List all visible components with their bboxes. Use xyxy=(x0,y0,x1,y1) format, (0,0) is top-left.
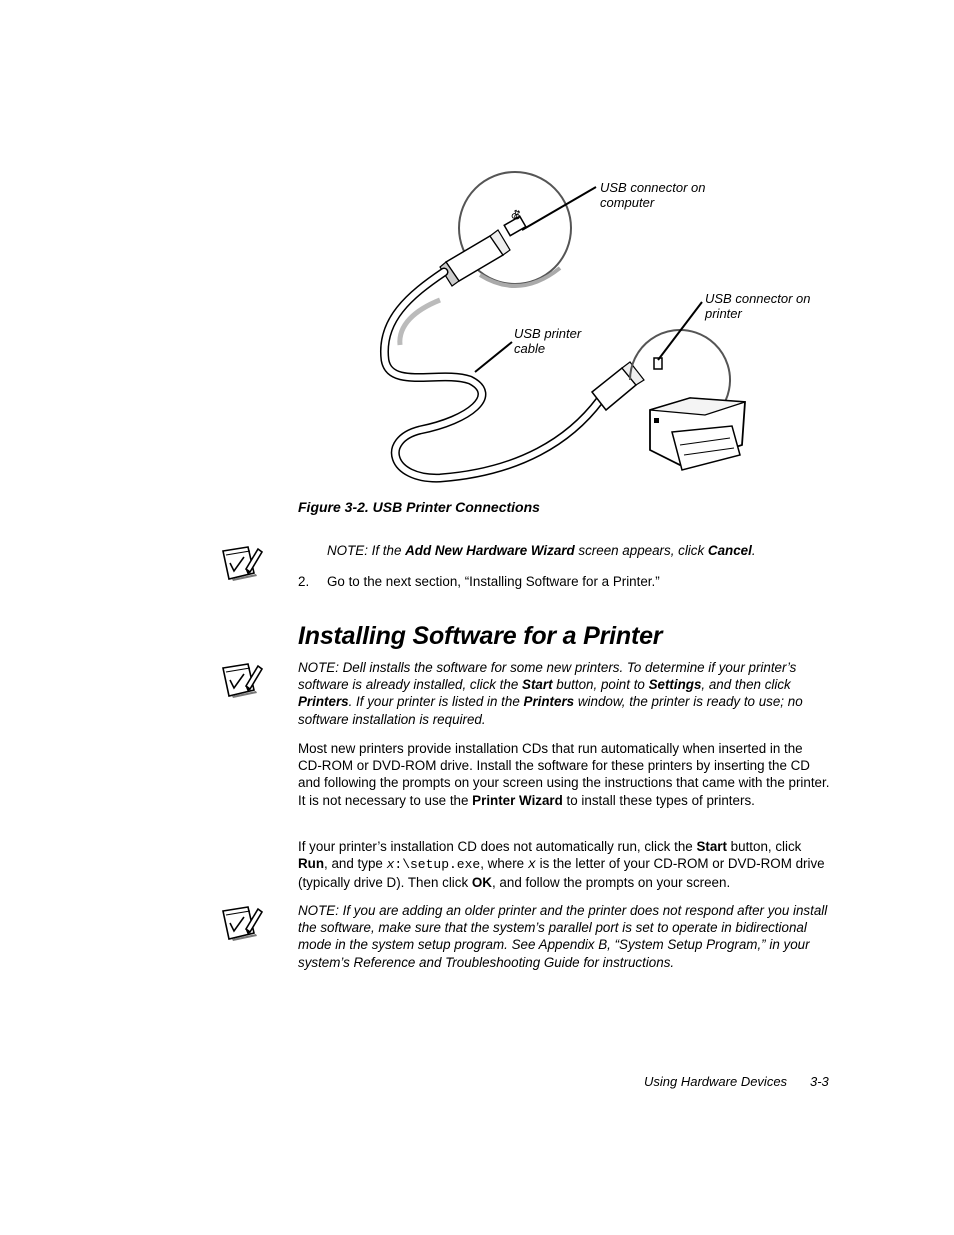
usb-cable xyxy=(384,272,600,478)
paragraph-text: button, click xyxy=(726,839,802,854)
note-text: screen appears, click xyxy=(574,543,708,558)
callout-computer-connector xyxy=(600,180,706,210)
figure-caption: Figure 3-2. USB Printer Connections xyxy=(298,499,540,515)
note-text: window, the printer is ready to use; no software installation is required. xyxy=(298,694,803,727)
usb-printer-connection-illustration xyxy=(370,165,840,485)
callout-line: computer xyxy=(600,195,655,210)
callout-line: USB connector on xyxy=(705,291,811,306)
settings-term: Settings xyxy=(648,677,702,693)
note-text: NOTE: Dell installs the software for some new printers. To determine if your printer’s software is already installed, click the xyxy=(298,660,797,693)
paragraph-text: , and follow the prompts on your screen. xyxy=(491,875,731,891)
drive-variable: x xyxy=(527,858,536,874)
usb-b-plug xyxy=(592,362,644,410)
paragraph-installation-cds xyxy=(298,740,830,809)
section-title: Installing Software for a Printer xyxy=(298,622,663,650)
note-text: button, point to xyxy=(552,677,649,693)
callout-line: USB printer xyxy=(514,326,582,341)
footer-chapter: Using Hardware Devices xyxy=(644,1074,788,1089)
note-text: . xyxy=(751,543,756,558)
callout-cable xyxy=(514,326,581,356)
note-older-printer: NOTE: If you are adding an older printer and the printer does not respond after you install the software, make sure that the system’s parallel port is set to operate in bidirectional mode in the system setup program. See Appendix B, “System Setup Program,” in your system’s Reference and Troubleshooting Guide for instructions. xyxy=(298,903,828,970)
svg-text:⚣: ⚣ xyxy=(508,207,524,223)
ok-term: OK xyxy=(471,875,492,891)
usb-a-plug xyxy=(440,230,510,286)
setup-command xyxy=(387,857,481,872)
run-term: Run xyxy=(298,856,325,872)
leader-line-printer xyxy=(658,302,702,360)
printers-term: Printers xyxy=(298,694,349,710)
command-text: :\setup.exe xyxy=(394,857,481,873)
note-add-hardware-wizard xyxy=(327,542,827,559)
paragraph-text: Most new printers provide installation CDs that run automatically when inserted in the CD-ROM or DVD-ROM drive. Install the software for these printers by inserting the CD and following the prompts on your screen using the instructions that came with the printer. It is not necessary to use the xyxy=(298,741,830,808)
note-icon xyxy=(220,903,264,943)
note-text: . If your printer is listed in the xyxy=(348,694,524,710)
printer-drawing xyxy=(650,398,745,470)
paragraph-text: is the letter of your CD-ROM or DVD-ROM drive (typically drive D). Then click xyxy=(298,856,825,891)
note-icon xyxy=(220,660,264,700)
paragraph-manual-install xyxy=(298,838,830,892)
note-dell-installs-software xyxy=(298,659,830,728)
start-term: Start xyxy=(522,677,553,693)
cancel-term: Cancel xyxy=(707,543,752,558)
printers-term: Printers xyxy=(523,694,575,710)
paragraph-text: , where xyxy=(480,856,528,872)
callout-printer-connector xyxy=(705,291,811,321)
step-number: 2. xyxy=(298,574,310,589)
note-text: , and then click xyxy=(701,677,791,693)
callout-line: cable xyxy=(514,341,546,356)
paragraph-text: If your printer’s installation CD does not automatically run, click the xyxy=(298,839,697,854)
printer-port-zoom-circle xyxy=(630,330,730,410)
start-term: Start xyxy=(696,839,727,854)
note-text: NOTE: If the xyxy=(327,543,406,558)
add-new-hardware-wizard-term: Add New Hardware Wizard xyxy=(405,543,575,558)
footer-page-number: 3-3 xyxy=(810,1074,829,1089)
printer-wizard-term: Printer Wizard xyxy=(472,792,563,808)
paragraph-text: to install these types of printers. xyxy=(562,792,755,808)
drive-variable: x xyxy=(386,857,395,873)
note-icon xyxy=(220,543,264,583)
step-text: Go to the next section, “Installing Software for a Printer.” xyxy=(327,574,660,589)
paragraph-text: , and type xyxy=(324,856,387,872)
leader-line-cable xyxy=(475,342,512,372)
callout-line: printer xyxy=(705,306,742,321)
callout-line: USB connector on xyxy=(600,180,706,195)
